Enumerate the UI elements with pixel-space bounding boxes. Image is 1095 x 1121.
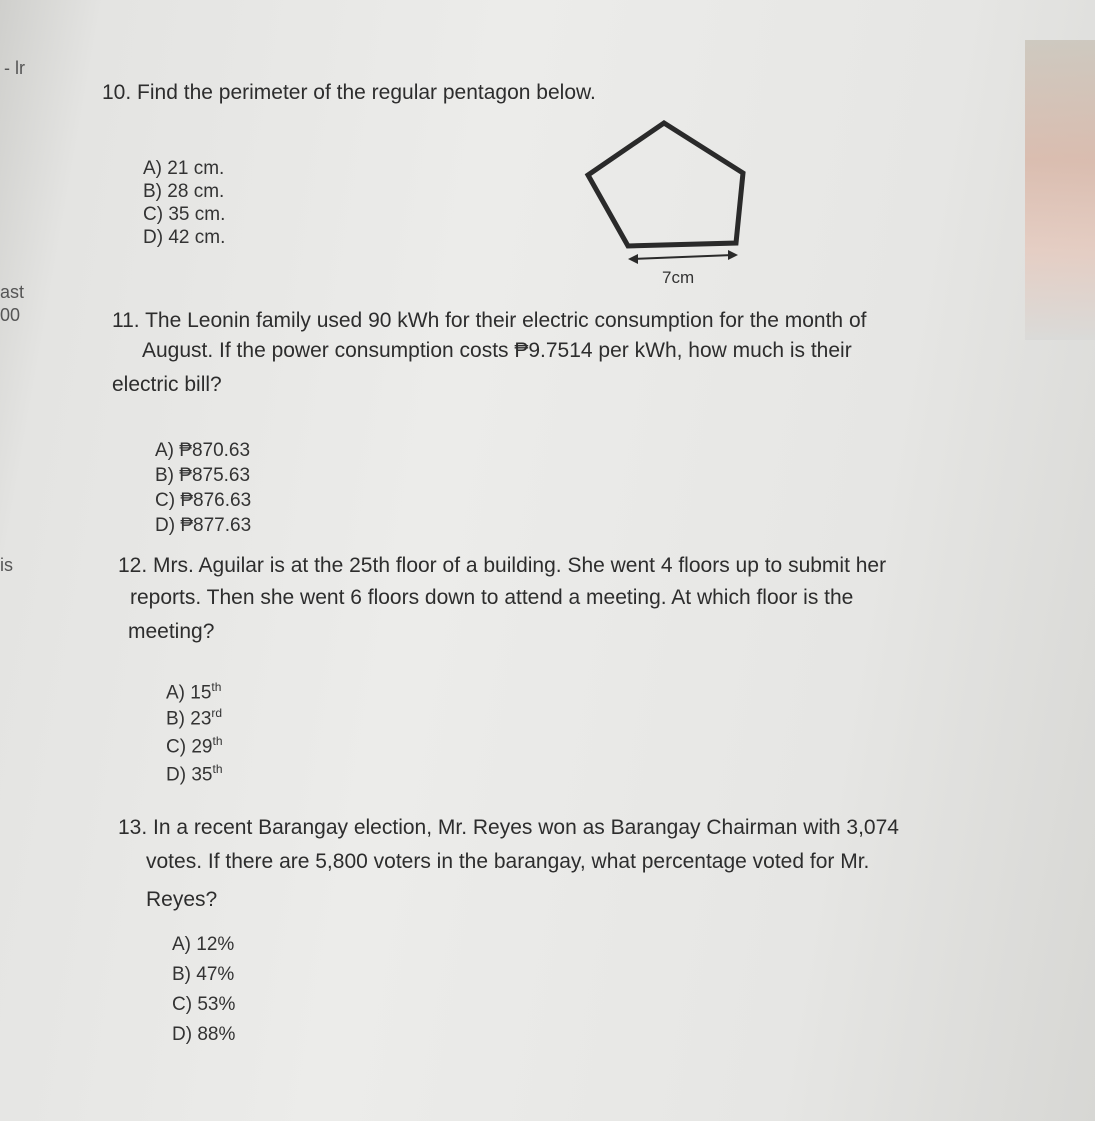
option-d[interactable]: D) ₱877.63 (155, 515, 252, 536)
option-d[interactable]: D) 42 cm. (143, 227, 226, 248)
question-text: Mrs. Aguilar is at the 25th floor of a building. She went 4 floors up to submit her (153, 554, 887, 577)
margin-mark: is (0, 555, 13, 575)
option-a[interactable]: A) 15th (166, 680, 222, 704)
question-number: 10. (102, 81, 132, 104)
arrowhead-left (628, 254, 638, 264)
option-d[interactable]: D) 35th (166, 762, 223, 786)
side-length-arrow (633, 255, 733, 259)
margin-mark: 00 (0, 305, 21, 325)
margin-mark: ast (0, 282, 25, 302)
page-edge-shadow (1025, 40, 1095, 340)
question-10 (102, 80, 596, 106)
question-text: reports. Then she went 6 floors down to attend a meeting. At which floor is the (130, 586, 854, 609)
question-text: votes. If there are 5,800 voters in the barangay, what percentage voted for Mr. (146, 850, 870, 873)
question-number: 13. (118, 816, 148, 839)
question-text: Reyes? (146, 888, 218, 911)
option-d[interactable]: D) 88% (172, 1024, 236, 1045)
option-b[interactable]: B) 23rd (166, 706, 223, 730)
question-12 (118, 535, 1018, 645)
option-c[interactable]: C) 35 cm. (143, 204, 226, 225)
side-length-label: 7cm (662, 268, 695, 287)
margin-mark: - lr (4, 58, 25, 78)
option-c[interactable]: C) 29th (166, 734, 223, 758)
option-b[interactable]: B) ₱875.63 (155, 465, 251, 486)
question-13 (118, 795, 1038, 913)
question-text: The Leonin family used 90 kWh for their electric consumption for the month of (145, 309, 867, 332)
arrowhead-right (728, 250, 738, 260)
question-text: In a recent Barangay election, Mr. Reyes won as Barangay Chairman with 3,074 (153, 816, 899, 839)
question-text: electric bill? (112, 373, 222, 396)
question-number: 12. (118, 554, 148, 577)
option-a[interactable]: A) 21 cm. (143, 158, 225, 179)
option-b[interactable]: B) 47% (172, 964, 235, 985)
question-text: Find the perimeter of the regular pentagon below. (137, 81, 596, 104)
question-text: August. If the power consumption costs ₱9.7514 per kWh, how much is their (142, 339, 852, 362)
question-11 (112, 308, 992, 398)
regular-pentagon (588, 123, 743, 246)
question-text: meeting? (128, 620, 215, 643)
option-c[interactable]: C) ₱876.63 (155, 490, 252, 511)
option-a[interactable]: A) 12% (172, 934, 235, 955)
option-b[interactable]: B) 28 cm. (143, 181, 225, 202)
option-a[interactable]: A) ₱870.63 (155, 440, 251, 461)
option-c[interactable]: C) 53% (172, 994, 236, 1015)
question-number: 11. (112, 309, 140, 332)
